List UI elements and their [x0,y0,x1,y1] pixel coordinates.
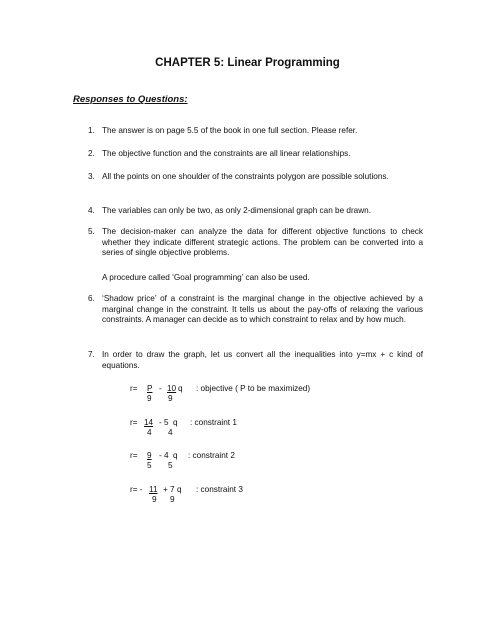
eq-denominator: 5 [168,461,173,470]
item-text: The objective function and the constraints are all linear relationships. [102,149,351,158]
eq-label: : objective ( P to be maximized) [196,384,311,393]
eq-numerator: 14 [144,418,154,427]
item-number: 6. [88,294,95,303]
eq-label: : constraint 3 [196,485,243,494]
eq-operator: + 7 [163,485,175,494]
note-text: A procedure called ‘Goal programming’ can also be used. [102,273,310,282]
item-text: The variables can only be two, as only 2-dimensional graph can be drawn. [102,206,371,215]
eq-operator: - 5 [159,418,169,427]
eq-prefix: r= [130,451,138,460]
eq-variable: q [173,418,178,427]
eq-operator: - [159,384,162,393]
item-number: 2. [88,149,95,158]
list-item [88,149,423,160]
item-number: 1. [88,126,95,135]
eq-operator: - 4 [159,451,169,460]
list-item [88,350,423,371]
eq-prefix: r= [130,418,138,427]
list-item [88,294,423,326]
eq-numerator: P [147,384,153,393]
item-text: The decision-maker can analyze the data for different objective functions to check whether they indicate different strategic actions. The problem can be converted into a series of single objective problems. [102,227,423,258]
eq-label: : constraint 1 [190,418,237,427]
item-number: 4. [88,206,95,215]
eq-numerator: 9 [147,451,152,460]
list-item [88,206,423,217]
list-item [88,126,423,137]
item-text: In order to draw the graph, let us convert all the inequalities into y=mx + c kind of equations. [102,350,423,370]
eq-denominator: 9 [152,495,157,504]
eq-variable: q [173,451,178,460]
item-text: All the points on one shoulder of the constraints polygon are possible solutions. [102,172,389,181]
item-number: 3. [88,172,95,181]
eq-denominator: 9 [147,394,152,403]
section-heading: Responses to Questions: [73,94,188,105]
page-title: CHAPTER 5: Linear Programming [155,57,340,69]
eq-denominator: 4 [168,428,173,437]
eq-numerator: 11 [149,485,158,494]
eq-prefix: r= - [130,485,143,494]
eq-denominator: 5 [147,461,152,470]
eq-label: : constraint 2 [188,451,235,460]
item-number: 7. [88,350,95,359]
eq-variable: q [178,384,183,393]
item-number: 5. [88,227,95,236]
list-item [88,172,423,183]
eq-denominator: 9 [168,394,173,403]
item-text: ‘Shadow price’ of a constraint is the marginal change in the objective achieved by a marginal change in the constraint. It tells us about the pay-offs of relaxing the various constraints. A manager can decide as to which constraint to relax and by how much. [102,294,423,325]
eq-variable: q [177,485,182,494]
list-item [88,227,423,259]
eq-numerator: 10 [167,384,177,393]
eq-prefix: r= [130,384,138,393]
eq-denominator: 9 [170,495,175,504]
item-text: The answer is on page 5.5 of the book in one full section. Please refer. [102,126,358,135]
eq-denominator: 4 [147,428,152,437]
